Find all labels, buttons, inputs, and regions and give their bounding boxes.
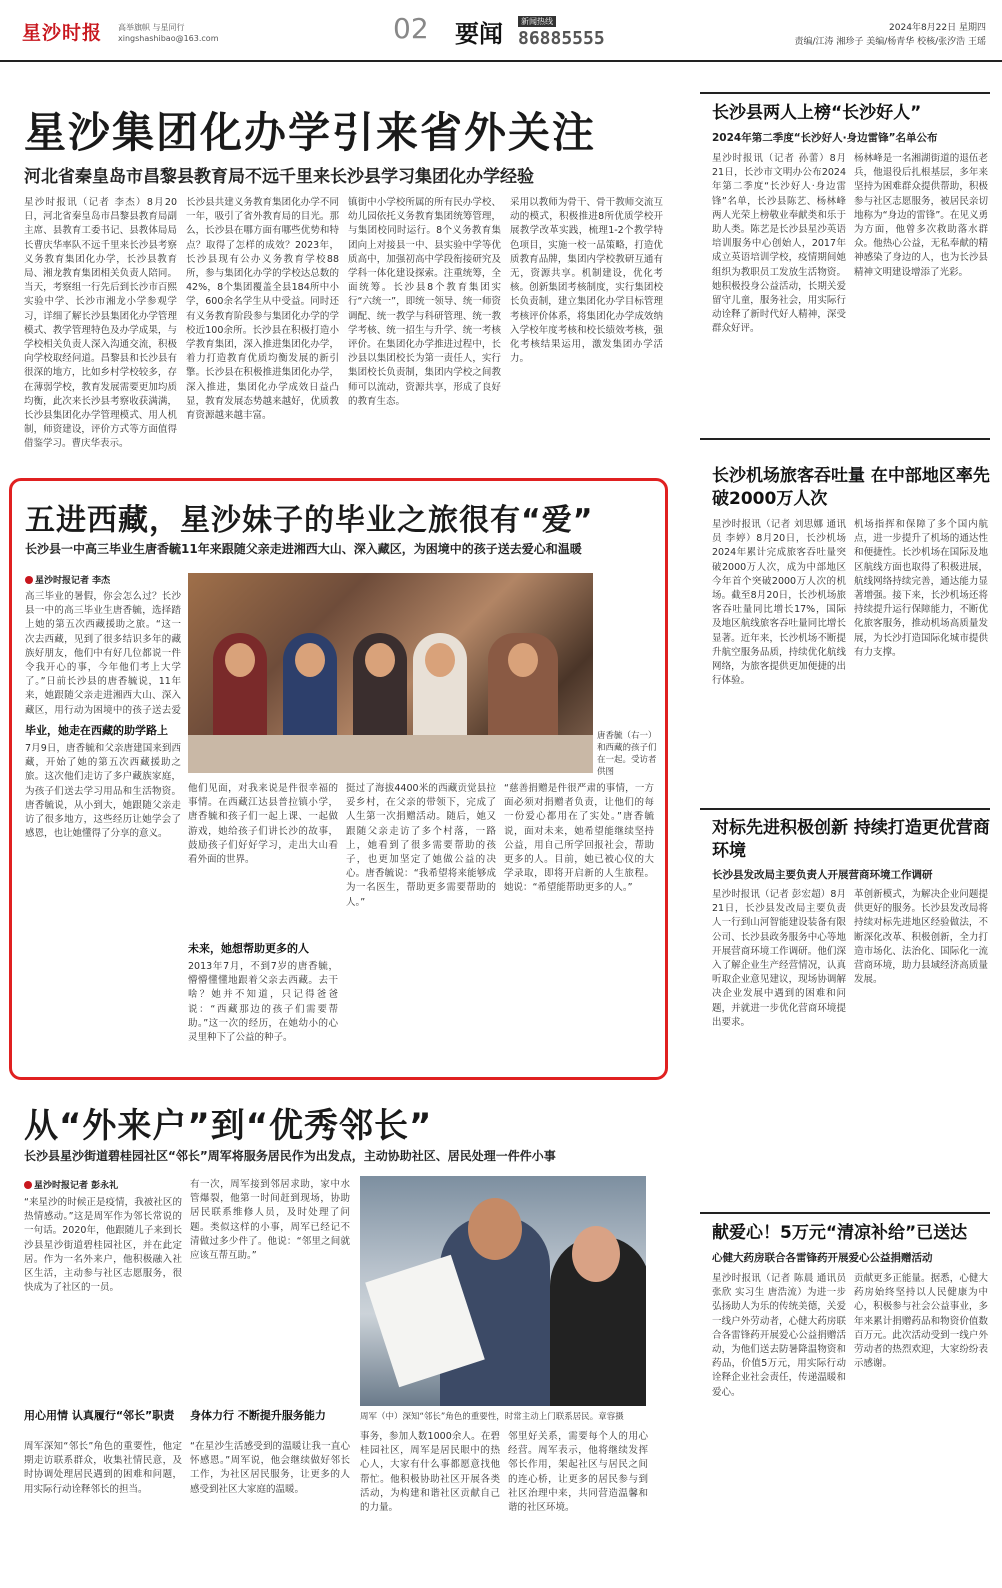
bottom-section-2-text: “在星沙生活感受到的温暖让我一直心怀感恩。”周军说，他会继续做好邻长工作，为社区居民服务，让更多的人感受到社区大家庭的温暖。 — [190, 1441, 350, 1495]
right-story-4-title: 献爱心！5万元“清凉补给”已送达 — [712, 1223, 968, 1243]
right-story-3-column-2: 革创新模式，为解决企业问题提供更好的服务。长沙县发改局将持续对标先进地区经验做法，不断深化改革、积极创新，全力打造市场化、法治化、国际化一流营商环境，助力县域经济高质量发展。 — [854, 889, 988, 986]
featured-headline: 五进西藏，星沙妹子的毕业之旅很有“爱” — [25, 503, 594, 538]
bottom-section-1-text: 周军深知“邻长”角色的重要性，他定期走访联系群众，收集社情民意，及时协调处理居民遇到的困难和问题，用实际行动诠释邻长的担当。 — [24, 1441, 182, 1495]
slogan: 高举旗帜 与星同行 — [118, 23, 185, 32]
issue-date: 2024年8月22日 星期四 — [889, 23, 986, 33]
photo-figure — [353, 633, 407, 743]
right-story-1-column-2: 杨林峰是一名湘湖街道的退伍老兵，他退役后扎根基层，多年来坚持为困难群众提供帮助，积极参与社区志愿服务，被居民亲切地称为“身边的雷锋”。在见义勇为方面，他曾多次救助落水群众。他热心公益，无私奉献的精神感染了身边的人，也为长沙县精神文明建设增添了光彩。 — [854, 153, 988, 278]
right-story-1-title: 长沙县两人上榜“长沙好人” — [712, 103, 922, 123]
photo-figure — [468, 1198, 522, 1260]
right-story-4-column-1: 星沙时报讯（记者 陈晨 通讯员 张欣 实习生 唐浩流）为进一步弘扬助人为乐的传统美德，关爱一线户外劳动者，心健大药房联合各雷锋药开展爱心公益捐赠活动，为他们送去防暑降温物资和药品，价值5万元，用实际行动诠释企业社会责任，传递温暖和爱心。 — [712, 1273, 846, 1398]
masthead — [0, 0, 1002, 62]
featured-byline — [25, 573, 110, 586]
bottom-photo-caption: 周军（中）深知“邻长”角色的重要性，时常主动上门联系居民。章容摄 — [360, 1412, 624, 1422]
bottom-headline: 从“外来户”到“优秀邻长” — [24, 1106, 433, 1146]
hotline-label: 新闻热线 — [518, 16, 556, 27]
featured-intro: 高三毕业的暑假，你会怎么过？长沙县一中的高三毕业生唐香毓，选择踏上她的第五次西藏援助之旅。“这一次去西藏，见到了很多结识多年的藏族好朋友，他们中有好几位都说一件令我开心的事，今年他们考上大学了。”日前长沙县的唐香毓说，11年来，她跟随父亲走进湘西大山、深入藏区，用行动为困境中的孩子送去爱 — [25, 591, 181, 716]
featured-photo-caption: 唐香毓（右一）和西藏的孩子们在一起。受访者供图 — [597, 731, 657, 777]
newspaper-logo: 星沙时报 — [22, 22, 103, 44]
right-story-4-subtitle: 心健大药房联合各雷锋药开展爱心公益捐赠活动 — [712, 1252, 933, 1264]
bottom-section-1-heading: 用心用情 认真履行“邻长”职责 — [24, 1409, 175, 1422]
featured-subheadline: 长沙县一中高三毕业生唐香毓11年来跟随父亲走进湘西大山、深入藏区，为困境中的孩子送去爱心和温暖 — [25, 542, 582, 556]
featured-section-1-heading: 毕业，她走在西藏的助学路上 — [25, 724, 168, 737]
divider — [700, 1212, 990, 1214]
featured-section-2-heading: 未来，她想帮助更多的人 — [188, 942, 309, 955]
right-story-3-title: 对标先进积极创新 持续打造更优营商环境 — [712, 818, 990, 861]
lead-column-4: 采用以教师为骨干、骨干教师交流互动的模式，积极推进8所优质学校开展教学改革实践，梳理1-2个教学特色项目，实施一校一品策略，打造优质教育品牌，集团内学校教研互通有无，资源共享。机制建设，优化考核。创新集团考核制度，实行集团校长负责制，建立集团化办学目标管理考核评价体系，将集团化办学成效纳入学校年度考核和校长绩效考核，强化考核结果运用，激发集团办学活力。 — [510, 197, 663, 365]
right-story-1-column-1: 星沙时报讯（记者 孙蕾）8月21日，长沙市文明办公布2024年第二季度“长沙好人·身边雷锋”名单，长沙县陈艺、杨林峰两人光荣上榜敬业奉献类和乐于助人类。陈艺是长沙县星沙英语培训服务中心创始人，2017年成立英语培训学校，疫情期间她组织为教职员工发放生活物资。她积极投身公益活动，长期关爱留守儿童，服务社会，用实际行动诠释了新时代好人精神，深受群众好评。 — [712, 153, 846, 335]
lead-column-2: 长沙县共建义务教育集团化办学不同一年，吸引了省外教育局的目光。那么，长沙县在哪方面有哪些优势和特点？取得了怎样的成效？2023年，长沙县现有公办义务教育学校88所，参与集团化办学的学校达总数的42%，8个集团覆盖全县184所中小学，600余名学生从中受益。同时还有义务教育阶段参与集团化办学的学校近100余所。长沙县在积极打造小学教育集团，深入推进集团化办学，着力打造教育优质均衡发展的新引擎。长沙县在积极推进集团化办学，深入推进，集团化办学成效日益凸显，教育发展态势越来越好，优质教育资源越来越丰富。 — [186, 197, 339, 422]
featured-byline-text: 星沙时报记者 李杰 — [35, 576, 111, 586]
lead-headline: 星沙集团化办学引来省外关注 — [24, 108, 597, 157]
photo-table — [188, 735, 593, 773]
featured-column-2: 他们见面，对我来说是件很幸福的事情。在西藏江达县普拉镇小学，唐香毓和孩子们一起上课、一起做游戏，她给孩子们讲长沙的故事，鼓励孩子们好好学习，走出大山看看外面的世界。 — [188, 783, 338, 866]
photo-figure — [413, 633, 467, 743]
photo-figure — [488, 633, 558, 743]
bottom-column-4: 邻里好关系，需要每个人的用心经营。周军表示，他将继续发挥邻长作用，架起社区与居民之间的连心桥，让更多的居民参与到社区治理中来，共同营造温馨和谐的社区环境。 — [508, 1431, 648, 1514]
divider — [700, 808, 990, 810]
featured-section-1-text: 7月9日，唐香毓和父亲唐建国来到西藏，开始了她的第五次西藏援助之旅。这次他们走访了多户藏族家庭，为孩子们送去学习用品和生活物资。唐香毓说，从小到大，她跟随父亲走访了很多地方，这些经历让她学会了感恩，也让她懂得了分享的意义。 — [25, 743, 181, 840]
bottom-photo — [360, 1176, 646, 1406]
right-story-4-column-2: 贡献更多正能量。据悉，心健大药房始终坚持以人民健康为中心，积极参与社会公益事业，多年来累计捐赠药品和物资价值数百万元。此次活动受到一线户外劳动者的热烈欢迎，大家纷纷表示感谢。 — [854, 1273, 988, 1370]
bottom-column-2: 有一次，周军接到邻居求助，家中水管爆裂，他第一时间赶到现场，协助居民联系维修人员，及时处理了问题。类似这样的小事，周军已经记不清做过多少件了。他说：“邻里之间就应该互帮互助。” — [190, 1179, 350, 1262]
photo-figure — [283, 633, 337, 743]
bottom-subheadline: 长沙县星沙街道碧桂园社区“邻长”周军将服务居民作为出发点，主动协助社区、居民处理一件件小事 — [24, 1149, 556, 1163]
section-name: 要闻 — [455, 19, 503, 48]
hotline-number: 86885555 — [518, 28, 605, 49]
byline-icon — [24, 1181, 32, 1189]
right-story-3-column-1: 星沙时报讯（记者 彭宏超）8月21日，长沙县发改局主要负责人一行到山河智能建设装备有限公司、长沙县政务服务中心等地开展营商环境工作调研。他们深入了解企业生产经营情况，认真听取企业意见建议，现场协调解决企业发展中遇到的困难和问题，并就进一步优化营商环境提出要求。 — [712, 889, 846, 1028]
bottom-section-2-heading: 身体力行 不断提升服务能力 — [190, 1409, 326, 1422]
page-number: 02 — [393, 12, 429, 45]
byline-icon — [25, 576, 33, 584]
right-story-2-column-1: 星沙时报讯（记者 刘思娜 通讯员 李婷）8月20日，长沙机场2024年累计完成旅客吞吐量突破2000万人次，成为中部地区今年首个突破2000万人次的机场。截至8月20日，长沙机场旅客吞吐量同比增长17%，国际及地区航线旅客吞吐量同比增长显著。近年来，长沙机场不断提升航空服务品质，持续优化航线网络，为旅客提供更加便捷的出行体验。 — [712, 519, 846, 687]
divider — [700, 438, 990, 440]
editors-line: 责编/江涛 湘珍子 美编/杨青华 校核/张汐浩 王瑶 — [794, 37, 986, 47]
featured-column-4: “慈善捐赠是件很严肃的事情，一方面必须对捐赠者负责，让他们的每一份爱心都用在了实处。”唐香毓说，面对未来，她希望能继续坚持公益，用自己所学回报社会，帮助更多的人。目前，她已被心仪的大学录取，即将开启新的人生旅程。她说：“希望能帮助更多的人。” — [504, 783, 654, 894]
bottom-column-3: 事务，参加人数1000余人。在碧桂园社区，周军是居民眼中的热心人，大家有什么事都愿意找他帮忙。他积极协助社区开展各类活动，为构建和谐社区贡献自己的力量。 — [360, 1431, 500, 1514]
photo-figure — [213, 633, 267, 743]
divider — [700, 92, 990, 94]
right-story-2-column-2: 机场指挥和保障了多个国内航点，进一步提升了机场的通达性和便捷性。长沙机场在国际及地区航线方面也取得了积极进展，航线网络持续完善，通达能力显著增强。接下来，长沙机场还将持续提升运行保障能力，不断优化旅客服务，推动机场高质量发展，为长沙打造国际化城市提供有力支撑。 — [854, 519, 988, 658]
lead-subheadline: 河北省秦皇岛市昌黎县教育局不远千里来长沙县学习集团化办学经验 — [24, 167, 534, 187]
right-story-1-subtitle: 2024年第二季度“长沙好人·身边雷锋”名单公布 — [712, 132, 938, 144]
featured-section-2-text: 2013年7月，不到7岁的唐香毓，懵懵懂懂地跟着父亲去西藏。去干啥？她并不知道，只记得爸爸说：“西藏那边的孩子们需要帮助。”这一次的经历，在她幼小的心灵里种下了公益的种子。 — [188, 961, 338, 1044]
lead-column-1: 星沙时报讯（记者 李杰）8月20日，河北省秦皇岛市昌黎县教育局副主席、县教育工委书记、县教体局局长曹庆华率队不远千里来长沙县考察义务教育集团化办学，长沙县教育局、湘龙教育集团相关负责人陪同。当天，考察组一行先后到长沙市百熙实验中学、长沙市湘龙小学参观学习，详细了解长沙县集团化办学管理模式、教学管理特色及办学成果，与学校相关负责人深入沟通交流，积极向学校取经问道。昌黎县和长沙县有很深的地方，比如乡村学校较多，存在薄弱学校，教育发展需要更加均质均衡，此次来长沙县考察收获满满，长沙县集团化办学管理模式、用人机制，师资建设，评价方式等方面值得借鉴学习。曹庆华表示。 — [24, 197, 177, 450]
right-story-2-title: 长沙机场旅客吞吐量 在中部地区率先破2000万人次 — [712, 466, 990, 509]
email: xingshashibao@163.com — [118, 34, 219, 43]
right-story-3-subtitle: 长沙县发改局主要负责人开展营商环境工作调研 — [712, 869, 933, 881]
bottom-byline-text: 星沙时报记者 彭永礼 — [34, 1181, 119, 1191]
bottom-column-1: “来星沙的时候正是疫情，我被社区的热情感动。”这是周军作为邻长常说的一句话。2020年，他跟随儿子来到长沙县星沙街道碧桂园社区，并在此定居。作为一名外来户，他积极融入社区生活，主动参与社区志愿服务，很快成为了社区的一员。 — [24, 1197, 182, 1294]
photo-figure — [572, 1226, 620, 1282]
featured-photo — [188, 573, 593, 773]
bottom-byline — [24, 1178, 118, 1191]
featured-column-3: 挺过了海拔4400米的西藏贡觉县拉妥乡村，在父亲的带领下，完成了人生第一次捐赠活动。随后，她又跟随父亲走访了多个村落，一路上，她看到了很多需要帮助的孩子，也更加坚定了她做公益的决心。唐香毓说：“我希望将来能够成为一名医生，帮助更多需要帮助的人。” — [346, 783, 496, 908]
lead-column-3: 镇街中小学校所属的所有民办学校、幼儿园依托义务教育集团统筹管理，与集团校同时运行。8个义务教育集团向上对接县一中、县实验中学等优质高中，加强初高中学段衔接研究及学科一体化建设探索。注重统筹，全面统筹。长沙县8个教育集团实行“六统一”，即统一领导、统一师资调配、统一教学与科研管理、统一教学考核、统一招生与升学、统一考核评价。在集团化办学推进过程中，长沙县以集团校长为第一责任人，实行集团校长负责制，集团内学校之间教师可以流动，资源共享，形成了良好的教育生态。 — [348, 197, 501, 407]
